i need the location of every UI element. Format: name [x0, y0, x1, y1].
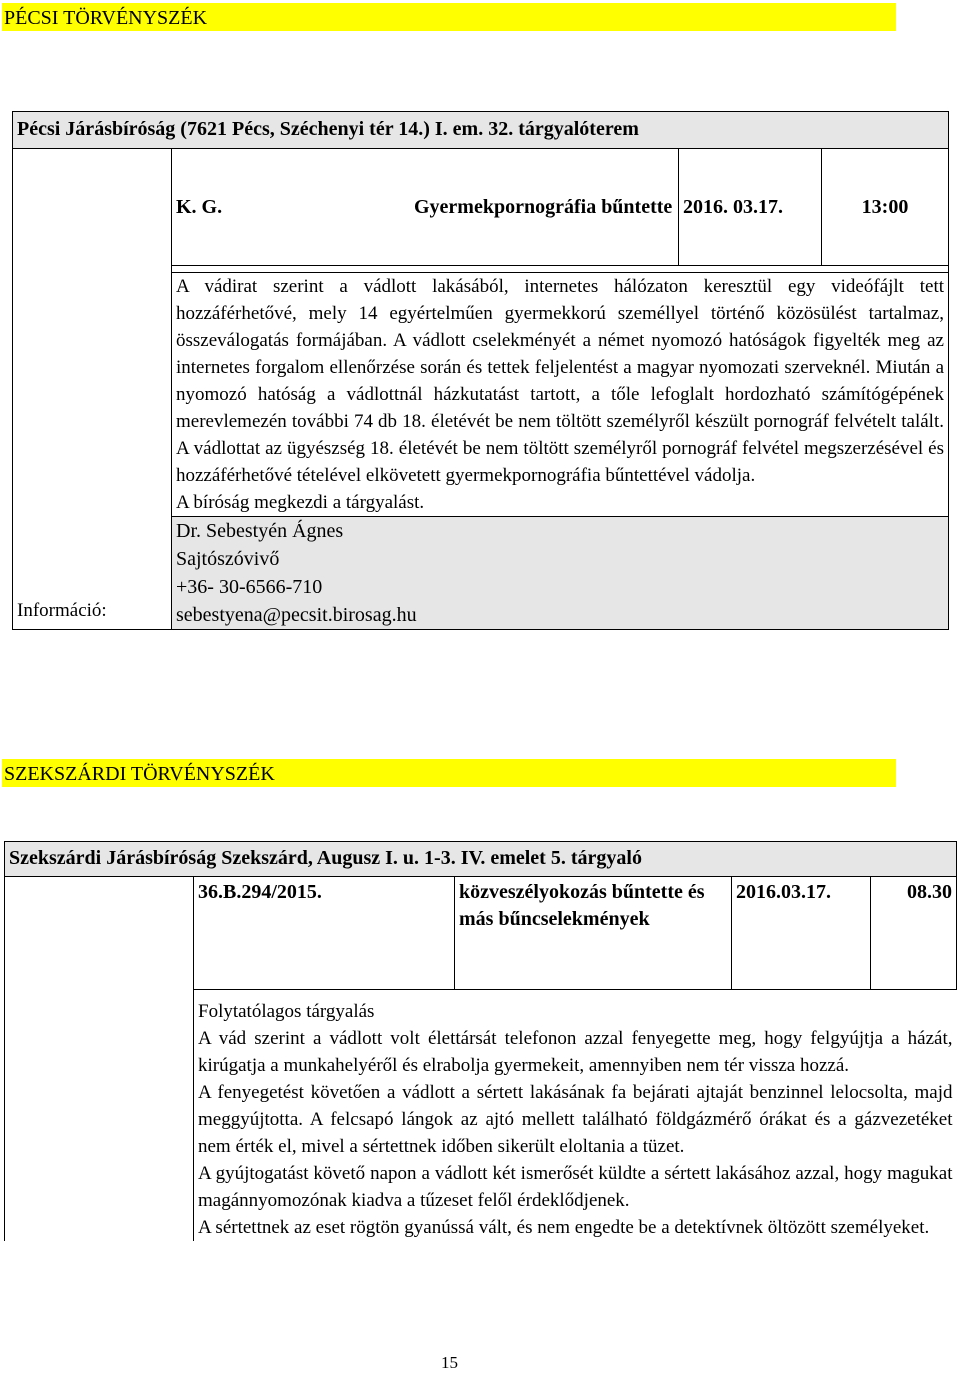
pecs-date-text: 2016. 03.17.	[683, 195, 783, 218]
szekszard-paragraph: A vád szerint a vádlott volt élettársát telefonon azzal fenyegette meg, hogy felgyújtja a házát, kirúgatja a munkahelyéről és elrabolja gyermekeit, amennyiben nem tér vissza hozzá.	[198, 1028, 953, 1076]
szekszard-description-cell	[194, 990, 957, 1242]
szekszard-left-cell	[5, 877, 194, 1242]
page-number: 15	[441, 1353, 458, 1372]
szekszard-paragraph: A sértettnek az eset rögtön gyanússá vált, és nem engedte be a detektívnek öltözött személyeket.	[198, 1217, 930, 1238]
pecs-case-table	[12, 111, 949, 630]
szekszard-case-number: 36.B.294/2015.	[194, 877, 455, 990]
pecs-defendant: K. G.	[172, 149, 411, 266]
pecs-court-header: Pécsi Járásbíróság (7621 Pécs, Széchenyi tér 14.) I. em. 32. tárgyalóterem	[13, 112, 949, 149]
szekszard-hearing-type: Folytatólagos tárgyalás	[198, 1001, 375, 1022]
pecs-description-cell	[172, 273, 949, 517]
contact-name: Dr. Sebestyén Ágnes	[176, 520, 344, 542]
pecs-description: A vádirat szerint a vádlott lakásából, internetes hálózaton keresztül egy videófájlt tett hozzáférhetővé, mely 14 egyértelműen gyermekkorú személlyel történő közösülést tartalmaz, összeválogatás formájában. A vádlott cselekményét a német nyomozó hatóságok figyelték meg az internetes forgalom ellenőrzése során és tettek feljelentést a magyar nyomozati szerveknél. Miután a nyomozó hatóság a vádlottnál házkutatást tartott, a tőle lefoglalt hordozható számítógépének merevlemezén további 74 db 18. életévét be nem töltött személyről készült pornográf felvételt talált. A vádlottat az ügyészség 18. életévét be nem töltött személyről pornográf felvétel megszerzésével és hozzáférhetővé tételével elkövetett gyermekpornográfia bűntettével vádolja.	[176, 276, 944, 486]
contact-email[interactable]: sebestyena@pecsit.birosag.hu	[176, 604, 417, 626]
szekszard-date: 2016.03.17.	[732, 877, 871, 990]
pecs-spacer-row	[172, 266, 949, 273]
section-title-szekszard: SZEKSZÁRDI TÖRVÉNYSZÉK	[2, 759, 896, 787]
szekszard-case-table	[4, 841, 957, 1241]
section-title-pecs: PÉCSI TÖRVÉNYSZÉK	[2, 3, 896, 31]
pecs-offense: Gyermekpornográfia bűntette	[410, 149, 679, 266]
szekszard-paragraph: A fenyegetést követően a vádlott a sértett lakásának fa bejárati ajtaját benzinnel lelocsolta, majd meggyújtotta. A felcsapó lángok az ajtó mellett található földgázmérő órákat és a gázvezetéket nem érték el, mivel a sértettnek időben sikerült eloltania a tüzet.	[198, 1082, 953, 1157]
pecs-contact-cell	[172, 517, 949, 630]
szekszard-court-header: Szekszárdi Járásbíróság Szekszárd, Augusz I. u. 1-3. IV. emelet 5. tárgyaló	[5, 842, 957, 877]
contact-role: Sajtószóvivő	[176, 548, 280, 570]
szekszard-offense: közveszélyokozás bűntette és más bűncselekmények	[455, 877, 732, 990]
pecs-time: 13:00	[822, 149, 949, 266]
pecs-date	[679, 149, 822, 266]
info-label-cell	[13, 149, 172, 630]
szekszard-paragraph: A gyújtogatást követő napon a vádlott két ismerősét küldte a sértett lakásához azzal, hogy magukat magánnyomozónak kiadva a tűzeset felől érdeklődjenek.	[198, 1163, 953, 1211]
info-label: Információ:	[17, 599, 107, 621]
pecs-closing: A bíróság megkezdi a tárgyalást.	[176, 492, 425, 513]
szekszard-time: 08.30	[871, 877, 957, 990]
contact-phone: +36- 30-6566-710	[176, 576, 323, 598]
